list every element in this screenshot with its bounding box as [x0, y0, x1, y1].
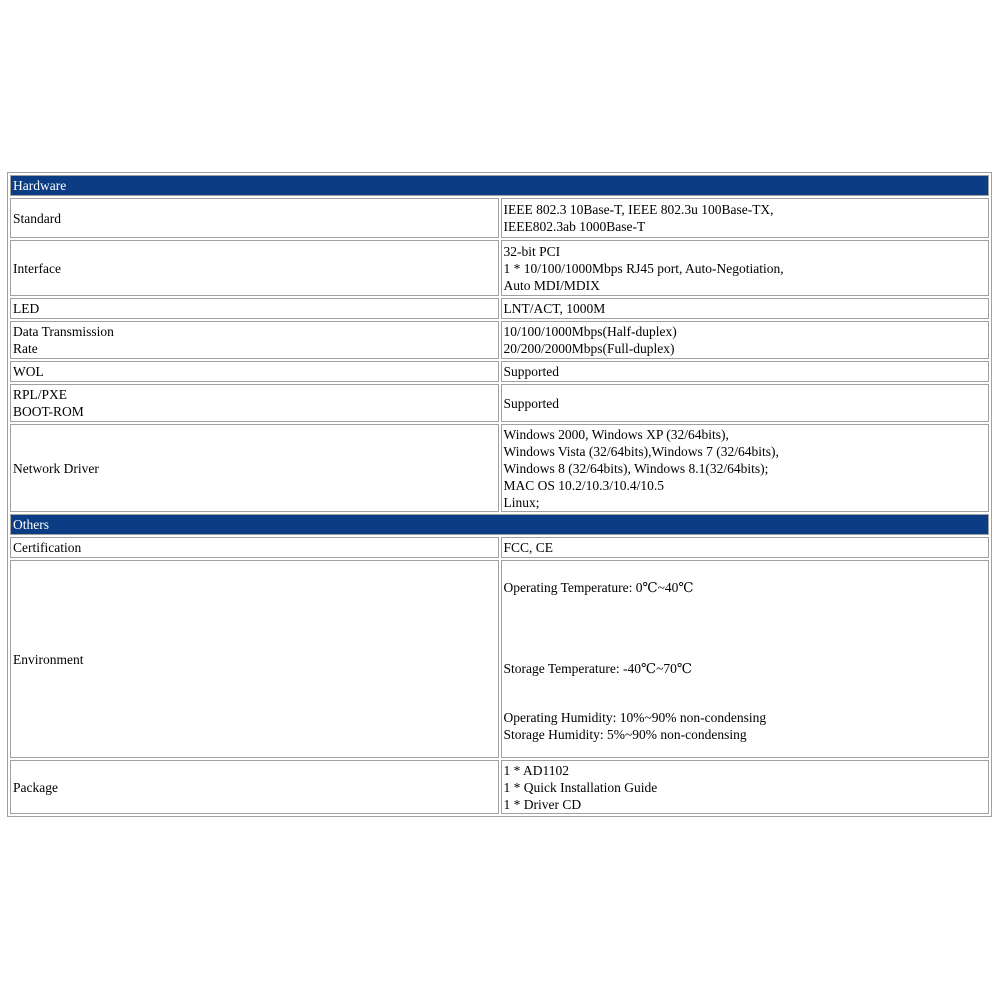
value-line: 1 * AD1102: [503, 762, 570, 778]
section-header-row: [10, 514, 989, 535]
row-label: [10, 760, 499, 814]
value-line: 1 * Driver CD: [503, 796, 582, 812]
label-line: Standard: [13, 210, 61, 226]
row-value: [501, 537, 990, 558]
row-value: [501, 384, 990, 422]
row-label: [10, 198, 499, 238]
section-title-hardware: Hardware: [10, 175, 989, 196]
row-label: [10, 361, 499, 382]
value-line: Supported: [503, 364, 559, 379]
table-row: [10, 384, 989, 422]
row-value: [501, 760, 990, 814]
label-line: Network Driver: [13, 460, 99, 476]
table-row: [10, 298, 989, 319]
row-value: [501, 361, 990, 382]
value-line: Supported: [503, 395, 559, 411]
value-line: 10/100/1000Mbps(Half-duplex): [503, 324, 677, 339]
label-line: Interface: [13, 260, 61, 276]
value-line: Auto MDI/MDIX: [503, 277, 600, 293]
label-line: Rate: [13, 341, 38, 356]
row-value: [501, 560, 990, 758]
value-line: Windows Vista (32/64bits),Windows 7 (32/64bits),: [503, 443, 779, 459]
row-value: [501, 424, 990, 512]
section-title-others: Others: [10, 514, 989, 535]
value-line: Operating Humidity: 10%~90% non-condensing: [503, 710, 767, 725]
row-value: [501, 198, 990, 238]
value-line: Storage Temperature: -40℃~70℃: [503, 661, 693, 676]
section-header-row: [10, 175, 989, 196]
value-line: Linux;: [503, 494, 540, 510]
row-value: [501, 240, 990, 296]
row-label: [10, 298, 499, 319]
row-label: [10, 424, 499, 512]
value-line: IEEE 802.3 10Base-T, IEEE 802.3u 100Base-TX,: [503, 202, 774, 217]
label-line: BOOT-ROM: [13, 404, 84, 419]
table-row: [10, 198, 989, 238]
table-row: [10, 560, 989, 758]
row-label: [10, 537, 499, 558]
value-line: 1 * Quick Installation Guide: [503, 779, 658, 795]
row-label: [10, 384, 499, 422]
label-line: Environment: [13, 651, 84, 667]
table-row: [10, 361, 989, 382]
row-label: [10, 240, 499, 296]
value-line: Operating Temperature: 0℃~40℃: [503, 580, 694, 595]
row-label: [10, 560, 499, 758]
value-line: Storage Humidity: 5%~90% non-condensing: [503, 727, 747, 742]
value-line: MAC OS 10.2/10.3/10.4/10.5: [503, 477, 665, 493]
row-value: [501, 298, 990, 319]
value-line: 32-bit PCI: [503, 243, 561, 259]
value-line: LNT/ACT, 1000M: [503, 301, 606, 316]
value-line: Windows 2000, Windows XP (32/64bits),: [503, 426, 729, 442]
value-line: Windows 8 (32/64bits), Windows 8.1(32/64bits);: [503, 460, 769, 476]
label-line: RPL/PXE: [13, 387, 68, 402]
table-row: [10, 424, 989, 512]
table-row: [10, 760, 989, 814]
value-line: IEEE802.3ab 1000Base-T: [503, 219, 646, 234]
value-line: 1 * 10/100/1000Mbps RJ45 port, Auto-Negotiation,: [503, 260, 784, 276]
spec-sheet: [7, 172, 992, 817]
label-line: Data Transmission: [13, 324, 114, 339]
spec-table: [7, 172, 992, 817]
table-row: [10, 321, 989, 359]
value-line: 20/200/2000Mbps(Full-duplex): [503, 341, 675, 356]
label-line: LED: [13, 301, 40, 316]
value-line: FCC, CE: [503, 540, 554, 555]
table-row: [10, 537, 989, 558]
label-line: Certification: [13, 540, 82, 555]
row-value: [501, 321, 990, 359]
table-row: [10, 240, 989, 296]
label-line: WOL: [13, 364, 44, 379]
label-line: Package: [13, 779, 58, 795]
row-label: [10, 321, 499, 359]
